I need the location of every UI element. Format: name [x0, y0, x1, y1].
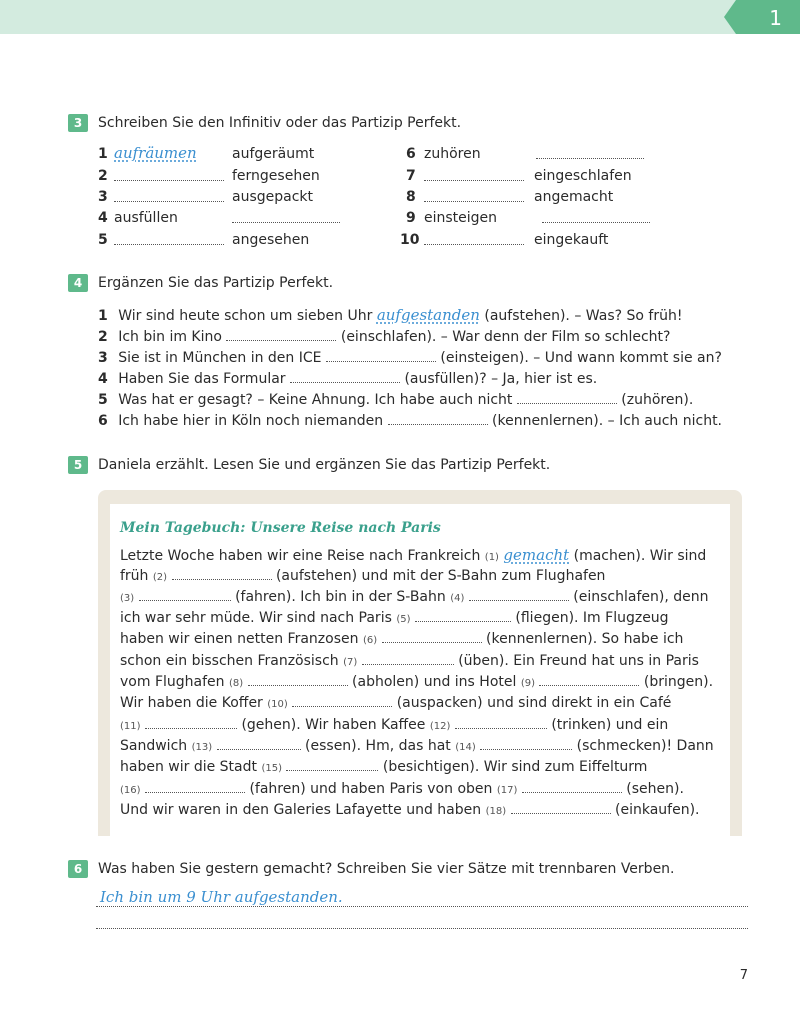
chapter-number: 1	[769, 6, 782, 30]
diary-blank-5[interactable]	[415, 609, 511, 622]
ex3-answer-1[interactable]: aufräumen	[114, 144, 197, 162]
ex3-blank-10[interactable]	[424, 232, 524, 245]
ex3-blank-6[interactable]	[536, 146, 644, 159]
ex3-blank-8[interactable]	[424, 189, 524, 202]
diary-blank-11[interactable]	[145, 716, 237, 729]
exercise-4-title: Ergänzen Sie das Partizip Perfekt.	[98, 275, 334, 291]
diary-blank-6[interactable]	[382, 630, 482, 643]
diary-blank-18[interactable]	[511, 801, 611, 814]
diary-blank-12[interactable]	[455, 716, 547, 729]
diary-line-3: (3) (fahren). Ich bin in der S-Bahn (4) (einschlafen), denn	[120, 589, 709, 605]
diary-line-12: (16) (fahren) und haben Paris von oben (17) (sehen).	[120, 781, 684, 797]
diary-blank-17[interactable]	[522, 780, 622, 793]
exercise-5-number: 5	[68, 456, 88, 474]
diary-blank-14[interactable]	[480, 737, 572, 750]
ex4-blank-2[interactable]	[226, 328, 336, 341]
ex3-blank-3[interactable]	[114, 189, 224, 202]
ex4-answer-1[interactable]: aufgestanden	[376, 306, 480, 324]
diary-line-10: Sandwich (13) (essen). Hm, das hat (14) (schmecken)! Dann	[120, 738, 714, 754]
ex4-blank-5[interactable]	[517, 391, 617, 404]
chapter-tab	[724, 0, 800, 34]
diary-blank-8[interactable]	[248, 673, 348, 686]
ex6-answer-line-1[interactable]	[96, 906, 748, 907]
diary-line-8: Wir haben die Koffer (10) (auspacken) und sind direkt in ein Café	[120, 695, 672, 711]
diary-line-13: Und wir waren in den Galeries Lafayette und haben (18) (einkaufen).	[120, 802, 700, 818]
ex4-item-4: 4 Haben Sie das Formular (ausfüllen)? – Ja, hier ist es.	[98, 371, 598, 387]
ex6-example-answer: Ich bin um 9 Uhr aufgestanden.	[100, 888, 343, 906]
ex3-blank-7[interactable]	[424, 168, 524, 181]
ex3-blank-2[interactable]	[114, 168, 224, 181]
diary-blank-16[interactable]	[145, 780, 245, 793]
header-bar	[0, 0, 800, 34]
diary-blank-10[interactable]	[292, 694, 392, 707]
page-number: 7	[739, 968, 748, 983]
diary-line-6: schon ein bisschen Französisch (7) (üben). Ein Freund hat uns in Paris	[120, 653, 699, 669]
diary-line-7: vom Flughafen (8) (abholen) und ins Hotel (9) (bringen).	[120, 674, 714, 690]
diary-title: Mein Tagebuch: Unsere Reise nach Paris	[120, 520, 441, 536]
ex4-blank-4[interactable]	[290, 370, 400, 383]
diary-line-9: (11) (gehen). Wir haben Kaffee (12) (trinken) und ein	[120, 717, 669, 733]
diary-blank-15[interactable]	[286, 758, 378, 771]
exercise-3-title: Schreiben Sie den Infinitiv oder das Partizip Perfekt.	[98, 115, 462, 131]
ex3-blank-5[interactable]	[114, 232, 224, 245]
exercise-5-title: Daniela erzählt. Lesen Sie und ergänzen Sie das Partizip Perfekt.	[98, 457, 551, 473]
ex4-item-3: 3 Sie ist in München in den ICE (einsteigen). – Und wann kommt sie an?	[98, 350, 722, 366]
ex4-item-1: 1 Wir sind heute schon um sieben Uhr aufgestanden (aufstehen). – Was? So früh!	[98, 306, 683, 324]
exercise-3-number: 3	[68, 114, 88, 132]
ex3-blank-9[interactable]	[542, 210, 650, 223]
diary-blank-9[interactable]	[539, 673, 639, 686]
ex4-item-6: 6 Ich habe hier in Köln noch niemanden (kennenlernen). – Ich auch nicht.	[98, 413, 723, 429]
exercise-6-title: Was haben Sie gestern gemacht? Schreiben Sie vier Sätze mit trennbaren Verben.	[98, 861, 675, 877]
diary-page	[110, 504, 730, 836]
exercise-6-number: 6	[68, 860, 88, 878]
ex4-blank-6[interactable]	[388, 412, 488, 425]
ex6-answer-line-2[interactable]	[96, 928, 748, 929]
diary-blank-13[interactable]	[217, 737, 301, 750]
diary-blank-3[interactable]	[139, 588, 231, 601]
ex3-blank-4[interactable]	[232, 210, 340, 223]
diary-line-4: ich war sehr müde. Wir sind nach Paris (5) (fliegen). Im Flugzeug	[120, 610, 669, 626]
diary-blank-2[interactable]	[172, 567, 272, 580]
diary-line-2: früh (2) (aufstehen) und mit der S-Bahn zum Flughafen	[120, 568, 606, 584]
ex4-item-5: 5 Was hat er gesagt? – Keine Ahnung. Ich habe auch nicht (zuhören).	[98, 392, 694, 408]
ex4-item-2: 2 Ich bin im Kino (einschlafen). – War denn der Film so schlecht?	[98, 329, 671, 345]
exercise-4-number: 4	[68, 274, 88, 292]
diary-blank-7[interactable]	[362, 652, 454, 665]
diary-line-5: haben wir einen netten Franzosen (6) (kennenlernen). So habe ich	[120, 631, 684, 647]
diary-line-11: haben wir die Stadt (15) (besichtigen). Wir sind zum Eiffelturm	[120, 759, 648, 775]
diary-frame	[98, 490, 742, 836]
diary-blank-4[interactable]	[469, 588, 569, 601]
ex4-blank-3[interactable]	[326, 349, 436, 362]
diary-line-1: Letzte Woche haben wir eine Reise nach Frankreich (1) gemacht (machen). Wir sind	[120, 546, 707, 564]
diary-answer-1[interactable]: gemacht	[503, 546, 570, 564]
